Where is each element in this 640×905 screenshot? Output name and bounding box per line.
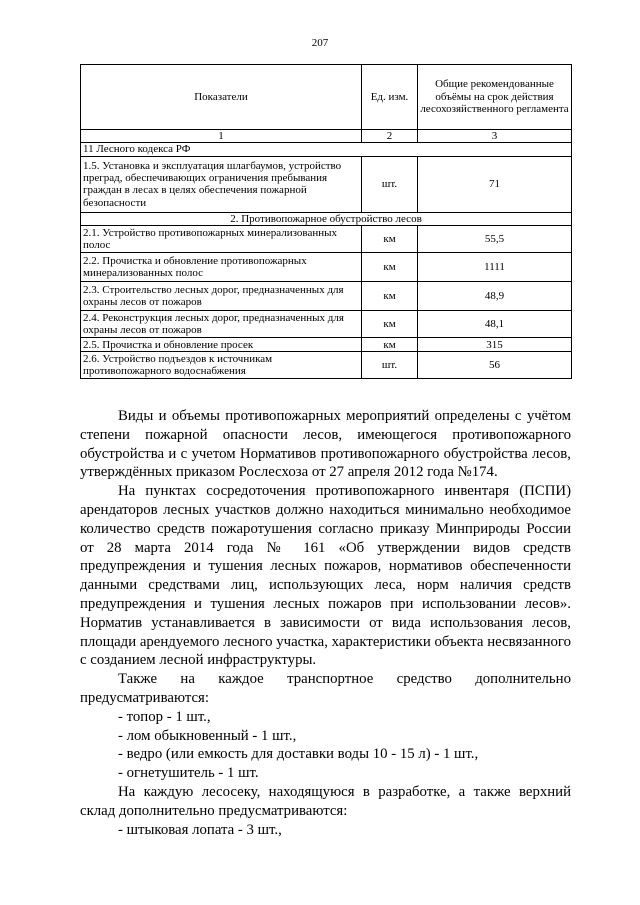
row-unit: км (362, 338, 418, 352)
list-item: - огнетушитель - 1 шт. (118, 765, 259, 782)
table-row (81, 156, 572, 212)
row-indicator: 2.6. Устройство подъездов к источникам противопожарного водоснабжения (81, 352, 362, 379)
column-number: 1 (81, 130, 362, 143)
table-header-row (81, 65, 572, 130)
list-item: - ведро (или емкость для доставки воды 10 - 15 л) - 1 шт., (118, 746, 479, 763)
row-unit: км (362, 253, 418, 282)
table-row (81, 338, 572, 352)
list-item: - штыковая лопата - 3 шт., (118, 821, 282, 838)
table-row (81, 352, 572, 379)
list-item: - лом обыкновенный - 1 шт., (118, 727, 297, 744)
row-indicator: 2.1. Устройство противопожарных минерализованных полос (81, 226, 362, 253)
header-unit: Ед. изм. (362, 65, 418, 130)
header-indicators: Показатели (81, 65, 362, 130)
page-number: 207 (311, 37, 329, 49)
paragraph: Также на каждое транспортное средство дополнительно предусматриваются: (80, 671, 571, 706)
body-text (80, 407, 571, 839)
column-number-row (81, 130, 572, 143)
row-value: 71 (418, 156, 572, 212)
paragraph: На пунктах сосредоточения противопожарного инвентаря (ПСПИ) арендаторов лесных участков должно находиться минимально необходимое количество средств пожаротушения согласно приказу Минприроды России от 28 марта 2014 года № 161 «Об утверждении видов средств предупреждения и тушения лесных пожаров, нормативов обеспеченности данными средствами лиц, использующих леса, норм наличия средств предупреждения и тушения лесных пожаров при использовании лесов». Норматив устанавливается в зависимости от вида использования лесов, площади арендуемого лесного участка, характеристики объекта несвязанного с созданием лесной инфраструктуры. (80, 483, 571, 669)
row-unit: км (362, 282, 418, 311)
row-unit: шт. (362, 156, 418, 212)
paragraph: На каждую лесосеку, находящуюся в разработке, а также верхний склад дополнительно предусматриваются: (80, 783, 571, 819)
column-number: 2 (362, 130, 418, 143)
row-value: 315 (418, 338, 572, 352)
table-section-row (81, 212, 572, 225)
row-indicator: 2.4. Реконструкция лесных дорог, предназначенных для охраны лесов от пожаров (81, 311, 362, 338)
list-item: - топор - 1 шт., (118, 708, 211, 725)
row-indicator: 2.3. Строительство лесных дорог, предназначенных для охраны лесов от пожаров (81, 282, 362, 311)
section-heading: 2. Противопожарное обустройство лесов (81, 212, 572, 225)
fire-measures-table (80, 64, 572, 379)
table-section-row (81, 143, 572, 156)
row-unit: км (362, 226, 418, 253)
row-value: 56 (418, 352, 572, 379)
row-value: 48,1 (418, 311, 572, 338)
table-row (81, 253, 572, 282)
table-row (81, 311, 572, 338)
row-value: 1111 (418, 253, 572, 282)
row-unit: шт. (362, 352, 418, 379)
row-value: 48,9 (418, 282, 572, 311)
header-volume: Общие рекомендованные объёмы на срок действия лесохозяйственного регламента (418, 65, 572, 130)
section-heading: 11 Лесного кодекса РФ (81, 143, 572, 156)
row-indicator: 2.5. Прочистка и обновление просек (81, 338, 362, 352)
row-value: 55,5 (418, 226, 572, 253)
row-indicator: 1.5. Установка и эксплуатация шлагбаумов, устройство преград, обеспечивающих ограничения пребывания граждан в лесах в целях обеспечения пожарной безопасности (81, 156, 362, 212)
paragraph: Виды и объемы противопожарных мероприятий определены с учётом степени пожарной опасности лесов, имеющегося противопожарного обустройства и с учетом Нормативов противопожарного обустройства лесов, утверждённых приказом Рослесхоза от 27 апреля 2012 года №174. (80, 408, 571, 481)
column-number: 3 (418, 130, 572, 143)
table-row (81, 226, 572, 253)
row-unit: км (362, 311, 418, 338)
row-indicator: 2.2. Прочистка и обновление противопожарных минерализованных полос (81, 253, 362, 282)
table-row (81, 282, 572, 311)
